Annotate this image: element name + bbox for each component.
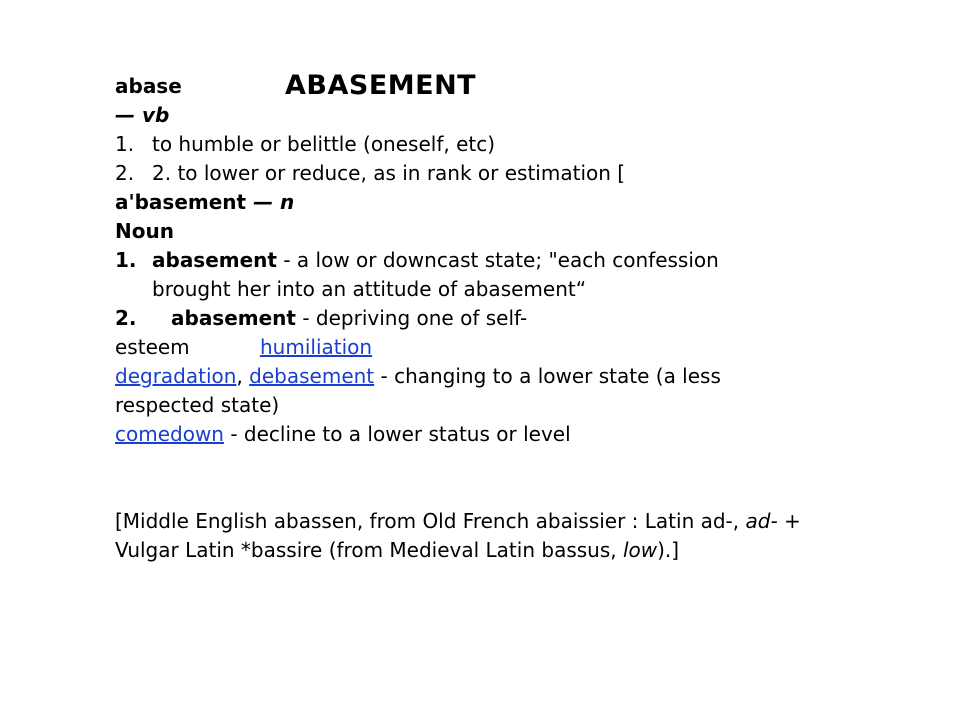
noun-sense-1: [115, 246, 815, 275]
noun-sense-2: [115, 304, 815, 333]
headword: abase: [115, 74, 182, 98]
sense-number: 2.: [115, 161, 135, 185]
sense-definition: - a low or downcast state; "each confession: [276, 248, 719, 272]
etymology-italic-2: low: [622, 538, 658, 562]
noun-form: [115, 188, 815, 217]
etymology: [115, 507, 805, 565]
etymology-part-1: [Middle English abassen, from Old French abaissier : Latin ad-,: [115, 509, 746, 533]
link-humiliation[interactable]: humiliation: [260, 335, 373, 359]
etymology-part-2: + Vulgar Latin *bassire (from Medieval Latin bassus,: [115, 509, 801, 562]
link-degradation[interactable]: degradation: [115, 364, 237, 388]
related-comedown: [115, 420, 815, 449]
sense-number: 1.: [115, 132, 135, 156]
sense-term: abasement: [171, 306, 296, 330]
part-of-speech-verb: — vb: [115, 103, 170, 127]
link-comedown[interactable]: comedown: [115, 422, 224, 446]
related-separator: ,: [236, 364, 250, 388]
verb-sense-1: [115, 130, 815, 159]
link-debasement[interactable]: debasement: [249, 364, 375, 388]
sense-definition: - depriving one of self-: [295, 306, 528, 330]
etymology-italic-1: ad-: [745, 509, 778, 533]
noun-label: Noun: [115, 219, 174, 243]
verb-sense-2: [115, 159, 815, 188]
etymology-part-3: ).]: [657, 538, 680, 562]
related-degradation: [115, 362, 805, 420]
sense-term: abasement: [152, 248, 277, 272]
sense-text: to humble or belittle (oneself, etc): [152, 132, 496, 156]
noun-sense-2-continuation: [115, 333, 815, 362]
dictionary-entry: [115, 72, 815, 565]
continuation-prefix: esteem: [115, 335, 190, 359]
page-title: ABASEMENT: [285, 70, 477, 101]
noun-form-word: a'basement: [115, 190, 247, 214]
noun-sense-1-continuation: brought her into an attitude of abasement“: [152, 277, 587, 301]
spacer: [115, 449, 815, 507]
sense-number: 2.: [115, 306, 137, 330]
noun-form-pos: — n: [253, 190, 295, 214]
related-text: - decline to a lower status or level: [223, 422, 571, 446]
sense-text: 2. to lower or reduce, as in rank or estimation [: [152, 161, 626, 185]
sense-number: 1.: [115, 248, 137, 272]
related-text: - changing to a lower state (a less respected state): [115, 364, 721, 417]
